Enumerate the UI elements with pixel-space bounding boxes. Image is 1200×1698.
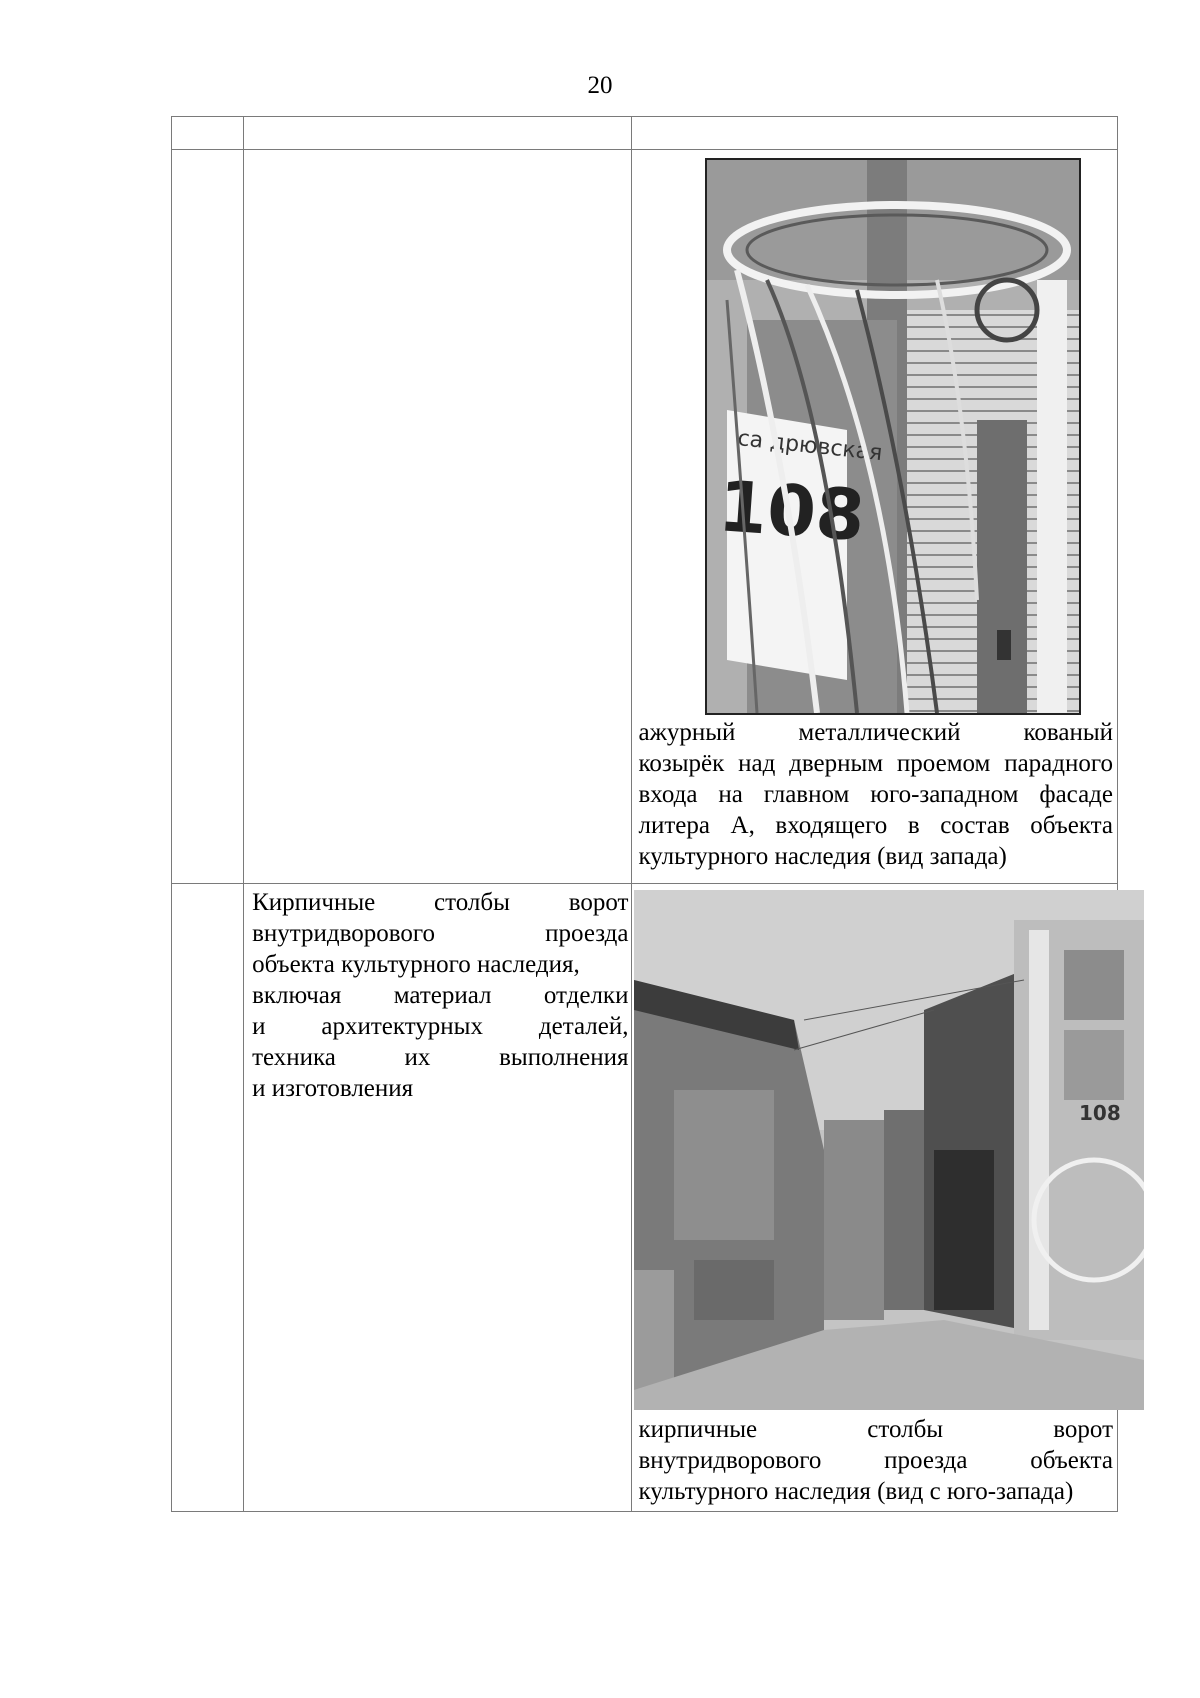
row-description-cell	[244, 884, 632, 1512]
row-number-cell	[172, 884, 244, 1512]
description-line: и архитектурных деталей,	[252, 1013, 629, 1040]
description-line: внутридворового проезда	[252, 920, 629, 947]
caption-line: литера А, входящего в состав объекта	[638, 812, 1113, 839]
header-cell-description	[244, 117, 632, 150]
row-number-cell	[172, 150, 244, 884]
caption-line: культурного наследия (вид запада)	[638, 843, 1007, 870]
caption-line: культурного наследия (вид с юго-запада)	[638, 1478, 1074, 1505]
caption-line: входа на главном юго-западном фасаде	[638, 781, 1113, 808]
photo-caption	[632, 1414, 1117, 1509]
table-row	[172, 150, 1118, 884]
caption-line: кирпичные столбы ворот	[638, 1416, 1113, 1443]
description-line: включая материал отделки	[252, 982, 629, 1009]
description-line: и изготовления	[252, 1075, 414, 1102]
photo-caption	[632, 717, 1117, 872]
caption-line: внутридворового проезда объекта	[638, 1447, 1113, 1474]
header-cell-photo	[632, 117, 1118, 150]
caption-line: ажурный металлический кованый	[638, 719, 1113, 746]
photo-sign-number: 108	[716, 465, 868, 558]
object-description	[244, 884, 631, 1104]
photo-courtyard-passage	[634, 890, 1144, 1410]
photo-sign-street: са дрювская	[736, 426, 885, 467]
description-line: Кирпичные столбы ворот	[252, 889, 629, 916]
photo-metal-canopy	[705, 158, 1081, 715]
row-photo-cell	[632, 150, 1118, 884]
photo-sign-number-2: 108	[1079, 1101, 1122, 1125]
page-number: 20	[587, 72, 613, 99]
heritage-table	[171, 116, 1122, 1512]
header-cell-number	[172, 117, 244, 150]
table-row	[172, 884, 1118, 1512]
description-line: объекта культурного наследия,	[252, 951, 580, 978]
caption-line: козырёк над дверным проемом парадного	[638, 750, 1113, 777]
row-description-cell	[244, 150, 632, 884]
row-photo-cell	[632, 884, 1122, 1512]
table-header-row	[172, 117, 1118, 150]
description-line: техника их выполнения	[252, 1044, 629, 1071]
